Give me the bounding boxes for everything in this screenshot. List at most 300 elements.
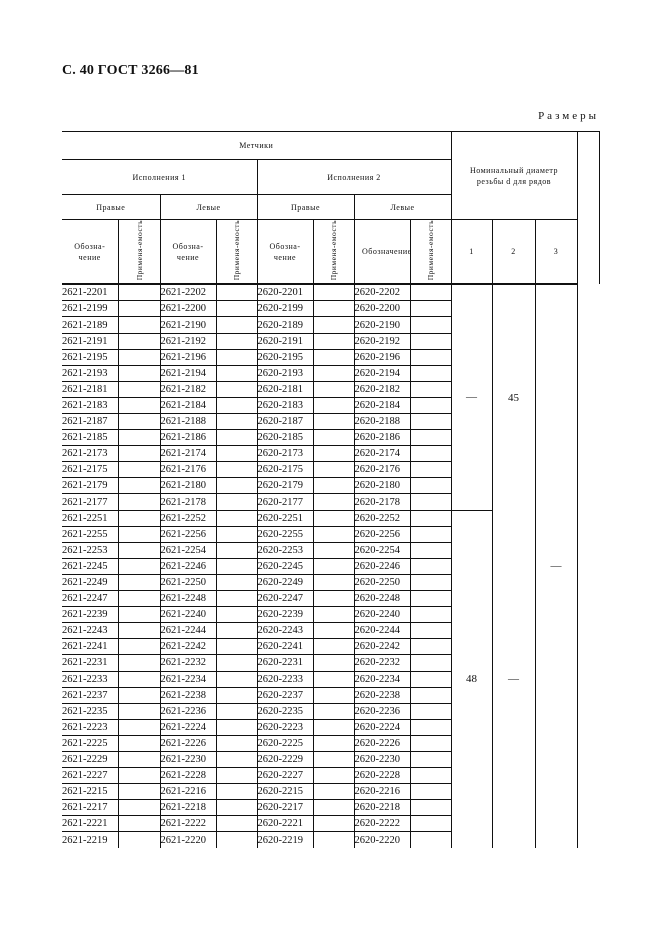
- primenyaemost-cell: [216, 478, 257, 494]
- primenyaemost-cell: [313, 526, 354, 542]
- oboznachenie-cell: 2621-2231: [62, 655, 118, 671]
- primenyaemost-cell: [118, 414, 160, 430]
- primenyaemost-header: Применя-емость: [216, 220, 257, 285]
- primenyaemost-cell: [410, 478, 451, 494]
- oboznachenie-cell: 2620-2217: [257, 800, 313, 816]
- primenyaemost-cell: [410, 832, 451, 848]
- primenyaemost-cell: [118, 751, 160, 767]
- oboznachenie-cell: 2620-2250: [354, 574, 410, 590]
- spacer-cell: [577, 284, 599, 847]
- primenyaemost-cell: [313, 462, 354, 478]
- primenyaemost-cell: [313, 478, 354, 494]
- oboznachenie-cell: 2620-2245: [257, 558, 313, 574]
- oboznachenie-cell: 2620-2185: [257, 430, 313, 446]
- oboznachenie-cell: 2621-2182: [160, 381, 216, 397]
- oboznachenie-cell: 2620-2229: [257, 751, 313, 767]
- oboznachenie-cell: 2621-2239: [62, 607, 118, 623]
- oboznachenie-cell: 2620-2192: [354, 333, 410, 349]
- primenyaemost-cell: [410, 301, 451, 317]
- primenyaemost-cell: [313, 446, 354, 462]
- primenyaemost-cell: [118, 478, 160, 494]
- oboznachenie-cell: 2621-2216: [160, 784, 216, 800]
- oboznachenie-cell: 2621-2232: [160, 655, 216, 671]
- diameter-header: Номинальный диаметр резьбы d для рядов: [451, 132, 577, 220]
- oboznachenie-cell: 2621-2185: [62, 430, 118, 446]
- primenyaemost-cell: [313, 784, 354, 800]
- primenyaemost-cell: [313, 623, 354, 639]
- oboznachenie-cell: 2620-2183: [257, 397, 313, 413]
- primenyaemost-cell: [313, 607, 354, 623]
- primenyaemost-cell: [216, 446, 257, 462]
- oboznachenie-cell: 2621-2244: [160, 623, 216, 639]
- primenyaemost-cell: [410, 494, 451, 510]
- primenyaemost-cell: [216, 462, 257, 478]
- primenyaemost-cell: [118, 768, 160, 784]
- primenyaemost-cell: [216, 800, 257, 816]
- oboznachenie-cell: 2620-2218: [354, 800, 410, 816]
- metchiki-header: Метчики: [62, 132, 451, 160]
- spacer-col: [577, 132, 599, 285]
- units-label: Размеры: [538, 110, 599, 122]
- primenyaemost-cell: [118, 607, 160, 623]
- oboznachenie-cell: 2621-2192: [160, 333, 216, 349]
- primenyaemost-cell: [313, 542, 354, 558]
- oboznachenie-cell: 2621-2176: [160, 462, 216, 478]
- oboznachenie-cell: 2620-2242: [354, 639, 410, 655]
- primenyaemost-cell: [216, 430, 257, 446]
- row2-value: —: [492, 510, 535, 847]
- primenyaemost-cell: [216, 735, 257, 751]
- oboznachenie-cell: 2620-2195: [257, 349, 313, 365]
- oboznachenie-cell: 2620-2254: [354, 542, 410, 558]
- primenyaemost-cell: [118, 574, 160, 590]
- oboznachenie-cell: 2621-2181: [62, 381, 118, 397]
- primenyaemost-cell: [313, 381, 354, 397]
- primenyaemost-cell: [410, 591, 451, 607]
- primenyaemost-cell: [313, 510, 354, 526]
- oboznachenie-cell: 2620-2240: [354, 607, 410, 623]
- oboznachenie-cell: 2621-2227: [62, 768, 118, 784]
- oboznachenie-cell: 2620-2220: [354, 832, 410, 848]
- primenyaemost-cell: [118, 462, 160, 478]
- primenyaemost-cell: [216, 526, 257, 542]
- primenyaemost-cell: [313, 574, 354, 590]
- table-row: [62, 510, 599, 526]
- primenyaemost-cell: [118, 284, 160, 301]
- primenyaemost-header: Применя-емость: [410, 220, 451, 285]
- oboznachenie-cell: 2621-2184: [160, 397, 216, 413]
- oboznachenie-cell: 2621-2224: [160, 719, 216, 735]
- primenyaemost-cell: [313, 703, 354, 719]
- oboznachenie-cell: 2620-2216: [354, 784, 410, 800]
- oboznachenie-cell: 2621-2222: [160, 816, 216, 832]
- oboznachenie-cell: 2621-2180: [160, 478, 216, 494]
- primenyaemost-cell: [313, 397, 354, 413]
- primenyaemost-cell: [410, 510, 451, 526]
- primenyaemost-cell: [216, 542, 257, 558]
- table-row: [62, 284, 599, 301]
- primenyaemost-cell: [313, 768, 354, 784]
- ispolnenie2-header: Исполнения 2: [257, 160, 451, 195]
- primenyaemost-cell: [216, 671, 257, 687]
- oboznachenie-cell: 2620-2234: [354, 671, 410, 687]
- oboznachenie-cell: 2621-2215: [62, 784, 118, 800]
- oboznachenie-cell: 2621-2253: [62, 542, 118, 558]
- oboznachenie-cell: 2620-2255: [257, 526, 313, 542]
- primenyaemost-cell: [313, 414, 354, 430]
- oboznachenie-header: Обозначение: [354, 220, 410, 285]
- oboznachenie-cell: 2621-2225: [62, 735, 118, 751]
- oboznachenie-cell: 2620-2224: [354, 719, 410, 735]
- primenyaemost-cell: [118, 687, 160, 703]
- primenyaemost-cell: [313, 558, 354, 574]
- primenyaemost-cell: [410, 542, 451, 558]
- primenyaemost-cell: [410, 784, 451, 800]
- primenyaemost-header: Применя-емость: [118, 220, 160, 285]
- primenyaemost-cell: [216, 784, 257, 800]
- oboznachenie-cell: 2621-2233: [62, 671, 118, 687]
- primenyaemost-cell: [216, 349, 257, 365]
- primenyaemost-cell: [410, 671, 451, 687]
- oboznachenie-cell: 2620-2180: [354, 478, 410, 494]
- primenyaemost-cell: [118, 542, 160, 558]
- primenyaemost-cell: [118, 816, 160, 832]
- oboznachenie-cell: 2621-2189: [62, 317, 118, 333]
- primenyaemost-cell: [313, 751, 354, 767]
- oboznachenie-cell: 2621-2234: [160, 671, 216, 687]
- primenyaemost-cell: [410, 333, 451, 349]
- primenyaemost-cell: [313, 655, 354, 671]
- oboznachenie-cell: 2620-2202: [354, 284, 410, 301]
- oboznachenie-cell: 2621-2248: [160, 591, 216, 607]
- primenyaemost-cell: [410, 655, 451, 671]
- primenyaemost-cell: [118, 703, 160, 719]
- primenyaemost-cell: [118, 526, 160, 542]
- oboznachenie-cell: 2620-2215: [257, 784, 313, 800]
- primenyaemost-cell: [118, 365, 160, 381]
- oboznachenie-cell: 2620-2178: [354, 494, 410, 510]
- oboznachenie-header: Обозна-чение: [257, 220, 313, 285]
- primenyaemost-cell: [118, 558, 160, 574]
- oboznachenie-cell: 2620-2235: [257, 703, 313, 719]
- ispolnenie1-header: Исполнения 1: [62, 160, 257, 195]
- primenyaemost-cell: [313, 284, 354, 301]
- primenyaemost-cell: [118, 446, 160, 462]
- primenyaemost-cell: [410, 703, 451, 719]
- oboznachenie-cell: 2620-2253: [257, 542, 313, 558]
- primenyaemost-cell: [216, 494, 257, 510]
- primenyaemost-cell: [118, 333, 160, 349]
- primenyaemost-cell: [216, 607, 257, 623]
- oboznachenie-cell: 2621-2217: [62, 800, 118, 816]
- primenyaemost-cell: [410, 317, 451, 333]
- oboznachenie-cell: 2620-2187: [257, 414, 313, 430]
- oboznachenie-cell: 2621-2238: [160, 687, 216, 703]
- pravye-header-1: Правые: [62, 195, 160, 220]
- oboznachenie-cell: 2621-2201: [62, 284, 118, 301]
- primenyaemost-cell: [216, 703, 257, 719]
- oboznachenie-cell: 2620-2201: [257, 284, 313, 301]
- primenyaemost-cell: [216, 655, 257, 671]
- oboznachenie-cell: 2620-2196: [354, 349, 410, 365]
- primenyaemost-cell: [410, 365, 451, 381]
- row2-header: 2: [492, 220, 535, 285]
- oboznachenie-cell: 2621-2199: [62, 301, 118, 317]
- oboznachenie-cell: 2620-2243: [257, 623, 313, 639]
- oboznachenie-cell: 2621-2249: [62, 574, 118, 590]
- primenyaemost-cell: [313, 317, 354, 333]
- primenyaemost-cell: [216, 591, 257, 607]
- primenyaemost-cell: [216, 639, 257, 655]
- oboznachenie-cell: 2620-2200: [354, 301, 410, 317]
- primenyaemost-cell: [410, 430, 451, 446]
- page-title: С. 40 ГОСТ 3266—81: [62, 63, 199, 78]
- oboznachenie-cell: 2621-2202: [160, 284, 216, 301]
- oboznachenie-cell: 2621-2247: [62, 591, 118, 607]
- primenyaemost-cell: [118, 832, 160, 848]
- primenyaemost-cell: [313, 687, 354, 703]
- oboznachenie-cell: 2620-2199: [257, 301, 313, 317]
- primenyaemost-cell: [118, 301, 160, 317]
- primenyaemost-cell: [410, 462, 451, 478]
- primenyaemost-cell: [118, 494, 160, 510]
- table-body: [62, 284, 599, 847]
- oboznachenie-cell: 2621-2221: [62, 816, 118, 832]
- primenyaemost-cell: [410, 558, 451, 574]
- oboznachenie-cell: 2620-2177: [257, 494, 313, 510]
- primenyaemost-cell: [313, 494, 354, 510]
- oboznachenie-cell: 2620-2219: [257, 832, 313, 848]
- primenyaemost-cell: [313, 349, 354, 365]
- row1-value: 48: [451, 510, 492, 847]
- primenyaemost-cell: [313, 719, 354, 735]
- primenyaemost-cell: [118, 800, 160, 816]
- primenyaemost-cell: [216, 301, 257, 317]
- oboznachenie-cell: 2621-2218: [160, 800, 216, 816]
- primenyaemost-cell: [118, 349, 160, 365]
- primenyaemost-header: Применя-емость: [313, 220, 354, 285]
- oboznachenie-cell: 2620-2247: [257, 591, 313, 607]
- primenyaemost-cell: [118, 639, 160, 655]
- oboznachenie-cell: 2620-2256: [354, 526, 410, 542]
- row1-header: 1: [451, 220, 492, 285]
- primenyaemost-cell: [410, 284, 451, 301]
- primenyaemost-cell: [313, 430, 354, 446]
- oboznachenie-cell: 2621-2190: [160, 317, 216, 333]
- primenyaemost-cell: [216, 623, 257, 639]
- oboznachenie-cell: 2621-2240: [160, 607, 216, 623]
- primenyaemost-cell: [216, 687, 257, 703]
- primenyaemost-cell: [118, 591, 160, 607]
- oboznachenie-cell: 2621-2250: [160, 574, 216, 590]
- oboznachenie-cell: 2620-2175: [257, 462, 313, 478]
- oboznachenie-cell: 2621-2228: [160, 768, 216, 784]
- oboznachenie-cell: 2620-2248: [354, 591, 410, 607]
- oboznachenie-cell: 2621-2191: [62, 333, 118, 349]
- primenyaemost-cell: [313, 365, 354, 381]
- primenyaemost-cell: [410, 751, 451, 767]
- oboznachenie-cell: 2620-2221: [257, 816, 313, 832]
- pravye-header-2: Правые: [257, 195, 354, 220]
- oboznachenie-cell: 2620-2244: [354, 623, 410, 639]
- primenyaemost-cell: [410, 397, 451, 413]
- primenyaemost-cell: [313, 591, 354, 607]
- oboznachenie-cell: 2621-2220: [160, 832, 216, 848]
- oboznachenie-cell: 2621-2251: [62, 510, 118, 526]
- primenyaemost-cell: [118, 784, 160, 800]
- primenyaemost-cell: [313, 816, 354, 832]
- primenyaemost-cell: [216, 317, 257, 333]
- row2-value: 45: [492, 284, 535, 510]
- primenyaemost-cell: [118, 735, 160, 751]
- oboznachenie-cell: 2620-2231: [257, 655, 313, 671]
- oboznachenie-cell: 2621-2237: [62, 687, 118, 703]
- taps-table: [62, 131, 600, 848]
- oboznachenie-cell: 2621-2230: [160, 751, 216, 767]
- primenyaemost-cell: [216, 751, 257, 767]
- primenyaemost-cell: [410, 381, 451, 397]
- oboznachenie-cell: 2620-2249: [257, 574, 313, 590]
- oboznachenie-header: Обозна-чение: [160, 220, 216, 285]
- levye-header-2: Левые: [354, 195, 451, 220]
- primenyaemost-cell: [216, 510, 257, 526]
- primenyaemost-cell: [216, 333, 257, 349]
- primenyaemost-cell: [216, 284, 257, 301]
- row3-value: —: [535, 284, 577, 847]
- oboznachenie-cell: 2621-2175: [62, 462, 118, 478]
- oboznachenie-cell: 2620-2246: [354, 558, 410, 574]
- oboznachenie-cell: 2620-2176: [354, 462, 410, 478]
- oboznachenie-cell: 2620-2184: [354, 397, 410, 413]
- oboznachenie-cell: 2621-2194: [160, 365, 216, 381]
- primenyaemost-cell: [313, 671, 354, 687]
- primenyaemost-cell: [216, 574, 257, 590]
- primenyaemost-cell: [410, 639, 451, 655]
- oboznachenie-cell: 2621-2243: [62, 623, 118, 639]
- primenyaemost-cell: [410, 816, 451, 832]
- oboznachenie-cell: 2620-2237: [257, 687, 313, 703]
- oboznachenie-cell: 2621-2226: [160, 735, 216, 751]
- primenyaemost-cell: [410, 607, 451, 623]
- oboznachenie-cell: 2621-2187: [62, 414, 118, 430]
- primenyaemost-cell: [410, 526, 451, 542]
- primenyaemost-cell: [118, 719, 160, 735]
- primenyaemost-cell: [313, 832, 354, 848]
- oboznachenie-cell: 2621-2235: [62, 703, 118, 719]
- primenyaemost-cell: [118, 317, 160, 333]
- primenyaemost-cell: [313, 735, 354, 751]
- oboznachenie-cell: 2620-2186: [354, 430, 410, 446]
- primenyaemost-cell: [118, 655, 160, 671]
- primenyaemost-cell: [216, 558, 257, 574]
- primenyaemost-cell: [216, 381, 257, 397]
- oboznachenie-cell: 2620-2241: [257, 639, 313, 655]
- primenyaemost-cell: [313, 639, 354, 655]
- oboznachenie-cell: 2620-2232: [354, 655, 410, 671]
- primenyaemost-cell: [410, 414, 451, 430]
- primenyaemost-cell: [118, 397, 160, 413]
- oboznachenie-cell: 2621-2254: [160, 542, 216, 558]
- oboznachenie-cell: 2621-2255: [62, 526, 118, 542]
- primenyaemost-cell: [216, 397, 257, 413]
- oboznachenie-cell: 2620-2190: [354, 317, 410, 333]
- oboznachenie-cell: 2620-2225: [257, 735, 313, 751]
- row1-value: —: [451, 284, 492, 510]
- primenyaemost-cell: [410, 768, 451, 784]
- primenyaemost-cell: [216, 816, 257, 832]
- oboznachenie-cell: 2621-2256: [160, 526, 216, 542]
- oboznachenie-cell: 2620-2194: [354, 365, 410, 381]
- oboznachenie-cell: 2621-2183: [62, 397, 118, 413]
- oboznachenie-cell: 2620-2236: [354, 703, 410, 719]
- oboznachenie-cell: 2621-2177: [62, 494, 118, 510]
- oboznachenie-cell: 2621-2193: [62, 365, 118, 381]
- primenyaemost-cell: [313, 800, 354, 816]
- levye-header-1: Левые: [160, 195, 257, 220]
- primenyaemost-cell: [410, 446, 451, 462]
- oboznachenie-cell: 2620-2227: [257, 768, 313, 784]
- oboznachenie-cell: 2620-2182: [354, 381, 410, 397]
- oboznachenie-cell: 2621-2188: [160, 414, 216, 430]
- oboznachenie-cell: 2621-2195: [62, 349, 118, 365]
- oboznachenie-cell: 2620-2173: [257, 446, 313, 462]
- oboznachenie-cell: 2621-2196: [160, 349, 216, 365]
- oboznachenie-header: Обозна-чение: [62, 220, 118, 285]
- oboznachenie-cell: 2621-2178: [160, 494, 216, 510]
- primenyaemost-cell: [118, 430, 160, 446]
- primenyaemost-cell: [313, 333, 354, 349]
- oboznachenie-cell: 2620-2188: [354, 414, 410, 430]
- oboznachenie-cell: 2620-2191: [257, 333, 313, 349]
- primenyaemost-cell: [216, 414, 257, 430]
- oboznachenie-cell: 2621-2200: [160, 301, 216, 317]
- primenyaemost-cell: [216, 719, 257, 735]
- oboznachenie-cell: 2620-2238: [354, 687, 410, 703]
- oboznachenie-cell: 2621-2241: [62, 639, 118, 655]
- oboznachenie-cell: 2620-2179: [257, 478, 313, 494]
- oboznachenie-cell: 2620-2174: [354, 446, 410, 462]
- primenyaemost-cell: [216, 768, 257, 784]
- oboznachenie-cell: 2620-2222: [354, 816, 410, 832]
- oboznachenie-cell: 2621-2246: [160, 558, 216, 574]
- oboznachenie-cell: 2620-2230: [354, 751, 410, 767]
- primenyaemost-cell: [118, 623, 160, 639]
- oboznachenie-cell: 2621-2219: [62, 832, 118, 848]
- oboznachenie-cell: 2621-2229: [62, 751, 118, 767]
- primenyaemost-cell: [410, 800, 451, 816]
- primenyaemost-cell: [410, 349, 451, 365]
- oboznachenie-cell: 2621-2174: [160, 446, 216, 462]
- primenyaemost-cell: [410, 735, 451, 751]
- primenyaemost-cell: [313, 301, 354, 317]
- oboznachenie-cell: 2621-2236: [160, 703, 216, 719]
- primenyaemost-cell: [118, 381, 160, 397]
- oboznachenie-cell: 2621-2242: [160, 639, 216, 655]
- oboznachenie-cell: 2620-2193: [257, 365, 313, 381]
- oboznachenie-cell: 2621-2252: [160, 510, 216, 526]
- primenyaemost-cell: [216, 365, 257, 381]
- oboznachenie-cell: 2621-2223: [62, 719, 118, 735]
- primenyaemost-cell: [216, 832, 257, 848]
- oboznachenie-cell: 2620-2226: [354, 735, 410, 751]
- row3-header: 3: [535, 220, 577, 285]
- oboznachenie-cell: 2620-2228: [354, 768, 410, 784]
- oboznachenie-cell: 2620-2233: [257, 671, 313, 687]
- oboznachenie-cell: 2620-2181: [257, 381, 313, 397]
- oboznachenie-cell: 2620-2252: [354, 510, 410, 526]
- primenyaemost-cell: [410, 719, 451, 735]
- oboznachenie-cell: 2620-2251: [257, 510, 313, 526]
